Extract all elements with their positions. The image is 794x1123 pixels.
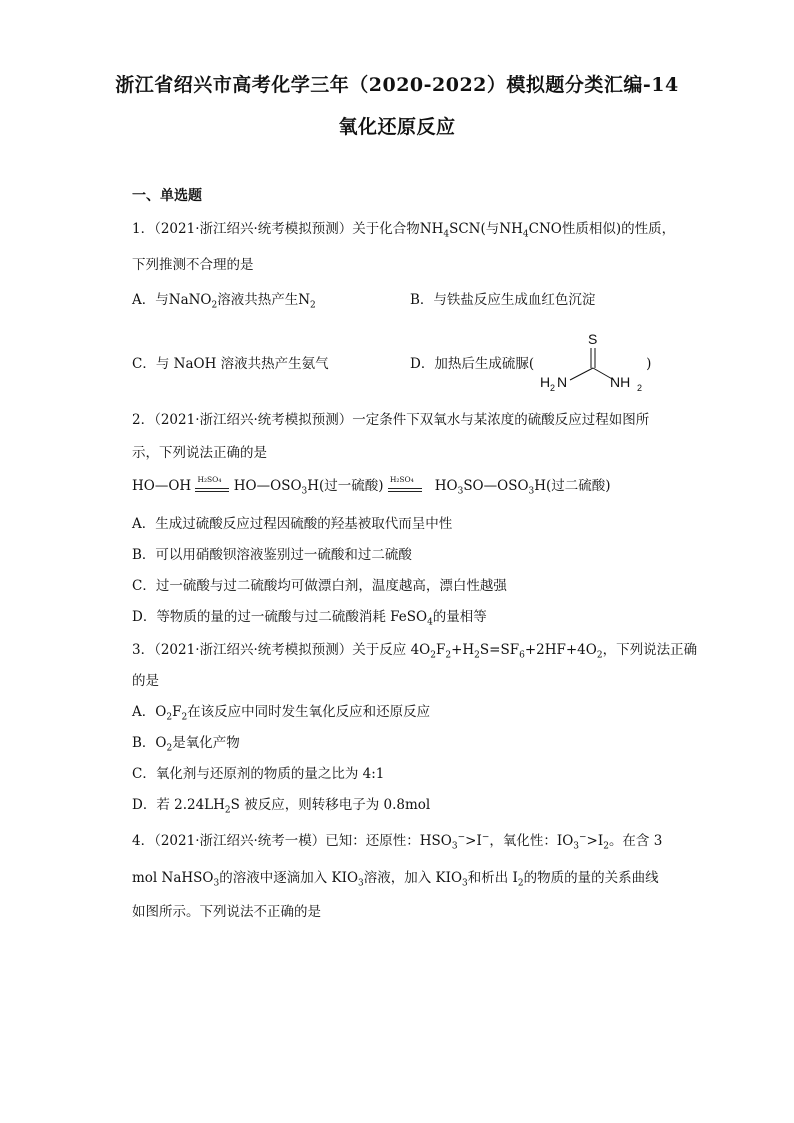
- q2-option-b[interactable]: B．可以用硝酸钡溶液鉴别过一硫酸和过二硫酸: [132, 547, 412, 563]
- document-title-line-2: 氧化还原反应: [338, 116, 456, 138]
- q1-option-a[interactable]: A．与NaNO$_2$溶液共热产生$N_2$: [132, 292, 316, 311]
- q2-stem-line-2: 示，下列说法正确的是: [132, 445, 267, 461]
- thiourea-s-label: S: [588, 331, 598, 347]
- q3-option-b[interactable]: B．$O_2$是氧化产物: [132, 735, 240, 754]
- q2-option-d[interactable]: D．等物质的量的过一硫酸与过二硫酸消耗 FeSO$_4$的量相等: [132, 609, 487, 628]
- q3-stem-line-2: 的是: [132, 673, 159, 689]
- q1-option-d[interactable]: D．加热后生成硫脲( ): [410, 356, 652, 372]
- equilibrium-arrow-1: H₂SO₄: [195, 480, 229, 494]
- q4-stem-line-1: 4．（2021·浙江绍兴·统考一模）已知：还原性：$HSO_3^->I^-$，氧化性：$IO_3^->I_2$。在含 3: [132, 832, 663, 852]
- thiourea-left-sub: 2: [550, 383, 556, 393]
- q2-equation: HO—OH H₂SO₄ $HO—OSO_3H$(过一硫酸) H₂SO₄ $HO_3SO—OSO_3H$(过二硫酸): [132, 474, 611, 497]
- thiourea-structure: [538, 330, 648, 394]
- q1-option-b[interactable]: B．与铁盐反应生成血红色沉淀: [410, 292, 596, 308]
- q3-option-a[interactable]: A．$O_2F_2$在该反应中同时发生氧化反应和还原反应: [132, 704, 431, 723]
- q2-option-c[interactable]: C．过一硫酸与过二硫酸均可做漂白剂，温度越高，漂白性越强: [132, 578, 507, 594]
- equilibrium-arrow-2: H₂SO₄: [388, 480, 422, 494]
- q1-stem-line-1: 1．（2021·浙江绍兴·统考模拟预测）关于化合物$NH_4SCN$(与$NH_4CNO$性质相似)的性质，: [132, 221, 676, 240]
- section-heading: 一、单选题: [132, 188, 202, 204]
- q3-option-c[interactable]: C．氧化剂与还原剂的物质的量之比为 4:1: [132, 766, 385, 782]
- thiourea-left-h: H: [540, 374, 551, 390]
- q1-stem-line-2: 下列推测不合理的是: [132, 257, 254, 273]
- q2-option-a[interactable]: A．生成过硫酸反应过程因硫酸的羟基被取代而呈中性: [132, 516, 453, 532]
- thiourea-right-nh: NH: [610, 374, 631, 390]
- q3-stem-line-1: 3．（2021·浙江绍兴·统考模拟预测）关于反应 $4O_2F_2+H_2S=SF_6+2HF+4O_2$，下列说法正确: [132, 642, 698, 661]
- q3-option-d[interactable]: D．若 $2.24LH_2S$ 被反应，则转移电子为 0.8mol: [132, 797, 431, 816]
- q2-stem-line-1: 2．（2021·浙江绍兴·统考模拟预测）一定条件下双氧水与某浓度的硫酸反应过程如图所: [132, 412, 650, 428]
- document-title-line-1: 浙江省绍兴市高考化学三年（2020-2022）模拟题分类汇编-14: [115, 74, 679, 96]
- q4-stem-line-3: 如图所示。下列说法不正确的是: [132, 904, 321, 920]
- thiourea-right-sub: 2: [637, 383, 643, 393]
- thiourea-left-n: N: [557, 374, 568, 390]
- q1-option-c[interactable]: C．与 NaOH 溶液共热产生氨气: [132, 356, 329, 372]
- q4-stem-line-2: mol NaHSO$_3$的溶液中逐滴加入 $KIO_3$溶液，加入 $KIO_3$和析出 $I_2$的物质的量的关系曲线: [132, 870, 659, 889]
